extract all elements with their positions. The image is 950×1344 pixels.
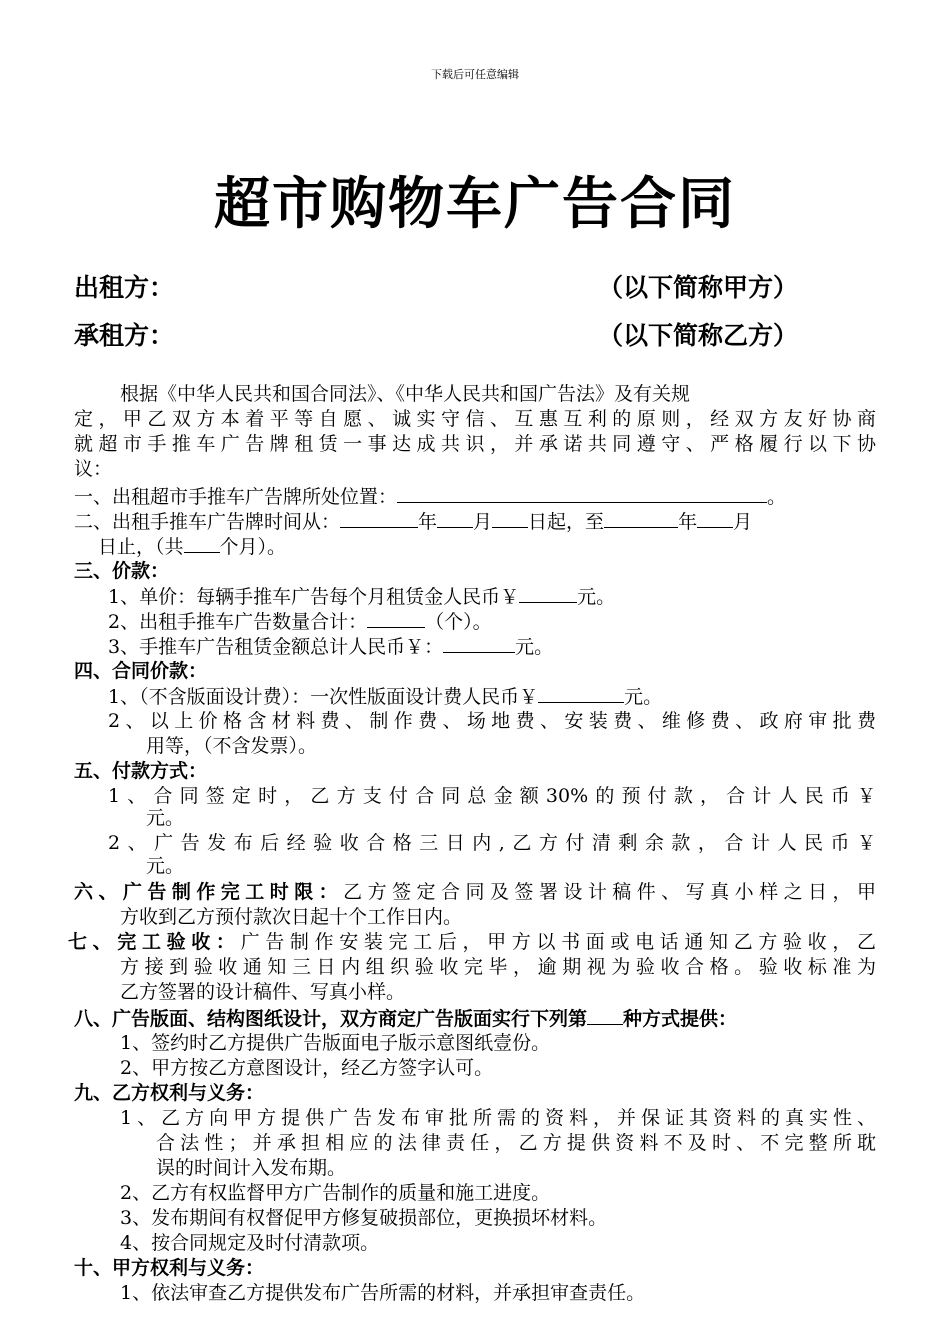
yuan-label: 元。 xyxy=(577,586,616,608)
preamble-line: 议： xyxy=(74,458,113,480)
method-number-blank xyxy=(587,1006,623,1025)
contract-price-item-2-cont: 用等，（不含发票）。 xyxy=(146,735,318,757)
section-3-heading: 三、价款： xyxy=(74,560,170,582)
preamble-line: 就超市手推车广告牌租赁一事达成共识，并承诺共同遵守、严格履行以下协 xyxy=(74,433,876,455)
months-count-blank xyxy=(184,534,220,553)
yuan-label: 元。 xyxy=(624,686,663,708)
section-2 xyxy=(74,509,752,534)
unit-price-text: 1、单价：每辆手推车广告每个月租赁金人民币￥ xyxy=(108,586,520,608)
lessor-label: 出租方： xyxy=(74,273,175,302)
document-title: 超市购物车广告合同 xyxy=(214,172,736,237)
lessee-duty-1-cont: 合法性；并承担相应的法律责任，乙方提供资料不及时、不完整所耽 xyxy=(156,1132,876,1154)
section-6-heading: 六、广告制作完工时限： xyxy=(74,881,344,903)
quantity-unit: （个）。 xyxy=(425,611,492,633)
section-6-cont: 方收到乙方预付款次日起十个工作日内。 xyxy=(120,906,463,928)
lessee-abbreviation: （以下简称乙方） xyxy=(598,321,799,350)
payment-item-1: 1、合同签定时，乙方支付合同总金额30%的预付款，合计人民币￥ xyxy=(108,785,876,807)
from-label: 日起，至 xyxy=(528,511,605,533)
section-7-text: 广告制作安装完工后，甲方以书面或电话通知乙方验收，乙 xyxy=(240,931,876,953)
lessee-duty-4: 4、按合同规定及时付清款项。 xyxy=(120,1232,380,1254)
payment-item-2-cont: 元。 xyxy=(146,855,185,877)
payment-item-2: 2、广告发布后经验收合格三日内,乙方付清剩余款，合计人民币￥ xyxy=(108,832,876,854)
end-month-blank xyxy=(697,509,733,528)
section-7-cont: 方接到验收通知三日内组织验收完毕，逾期视为验收合格。验收标准为 xyxy=(120,956,876,978)
preamble-line: 定，甲乙双方本着平等自愿、诚实守信、互惠互利的原则，经双方友好协商 xyxy=(74,408,876,430)
price-item-1 xyxy=(108,584,615,609)
start-day-blank xyxy=(492,509,528,528)
section-10-heading: 十、甲方权利与义务： xyxy=(74,1257,265,1279)
lessee-duty-1-cont: 误的时间计入发布期。 xyxy=(156,1157,347,1179)
section-1-text: 一、出租超市手推车广告牌所处位置： xyxy=(74,486,398,508)
section-4-heading: 四、合同价款： xyxy=(74,660,208,682)
price-item-2 xyxy=(108,609,492,634)
lessee-duty-2: 2、乙方有权监督甲方广告制作的质量和施工进度。 xyxy=(120,1182,551,1204)
preamble-line: 根据《中华人民共和国合同法》、《中华人民共和国广告法》及有关规 xyxy=(120,383,691,405)
months-label: 个月）。 xyxy=(219,536,287,558)
section-8-heading xyxy=(74,1006,737,1031)
section-9-heading: 九、乙方权利与义务： xyxy=(74,1082,265,1104)
section-6-text: 乙方签定合同及签署设计稿件、写真小样之日，甲 xyxy=(343,881,876,903)
year-label: 年 xyxy=(418,511,438,533)
start-month-blank xyxy=(437,509,473,528)
design-item-1: 1、签约时乙方提供广告版面电子版示意图纸壹份。 xyxy=(120,1032,551,1054)
header-note: 下载后可任意编辑 xyxy=(431,68,519,81)
lessee-duty-1: 1、乙方向甲方提供广告发布审批所需的资料，并保证其资料的真实性、 xyxy=(120,1107,876,1129)
lessee-label: 承租方： xyxy=(74,321,175,350)
section-5-heading: 五、付款方式： xyxy=(74,760,208,782)
section-1-end: 。 xyxy=(767,486,787,508)
total-blank xyxy=(443,634,515,653)
price-item-3 xyxy=(108,634,553,659)
quantity-blank xyxy=(367,609,425,628)
section-2-text: 二、出租手推车广告牌时间从： xyxy=(74,511,341,533)
section-8-heading-text: 八、广告版面、结构图纸设计，双方商定广告版面实行下列第 xyxy=(74,1008,588,1030)
design-item-2: 2、甲方按乙方意图设计，经乙方签字认可。 xyxy=(120,1057,494,1079)
unit-price-blank xyxy=(519,584,577,603)
total-text: 3、手推车广告租赁金额总计人民币￥： xyxy=(108,636,444,658)
section-2-cont xyxy=(98,534,286,559)
section-7-cont: 乙方签署的设计稿件、写真小样。 xyxy=(120,981,406,1003)
lessor-abbreviation: （以下简称甲方） xyxy=(598,273,799,302)
contract-price-item-2: 2、以上价格含材料费、制作费、场地费、安装费、维修费、政府审批费 xyxy=(108,710,876,732)
design-fee-text: 1、（不含版面设计费）：一次性版面设计费人民币￥ xyxy=(108,686,539,708)
lessor-duty-1: 1、依法审查乙方提供发布广告所需的材料，并承担审查责任。 xyxy=(120,1282,646,1304)
start-year-blank xyxy=(340,509,418,528)
section-8-heading-end: 种方式提供： xyxy=(623,1008,738,1030)
month-label: 月 xyxy=(473,511,493,533)
payment-item-1-cont: 元。 xyxy=(146,807,185,829)
location-blank xyxy=(397,484,767,503)
month-label: 月 xyxy=(733,511,753,533)
contract-price-item-1 xyxy=(108,684,662,709)
yuan-label: 元。 xyxy=(515,636,554,658)
section-6 xyxy=(74,880,876,904)
section-7 xyxy=(68,930,876,954)
until-label: 日止，（共 xyxy=(98,536,184,558)
section-7-heading: 七、完工验收： xyxy=(68,931,241,953)
quantity-text: 2、出租手推车广告数量合计： xyxy=(108,611,368,633)
end-year-blank xyxy=(604,509,678,528)
section-1 xyxy=(74,484,786,509)
lessee-duty-3: 3、发布期间有权督促甲方修复破损部位，更换损坏材料。 xyxy=(120,1207,608,1229)
design-fee-blank xyxy=(538,684,624,703)
year-label: 年 xyxy=(678,511,698,533)
